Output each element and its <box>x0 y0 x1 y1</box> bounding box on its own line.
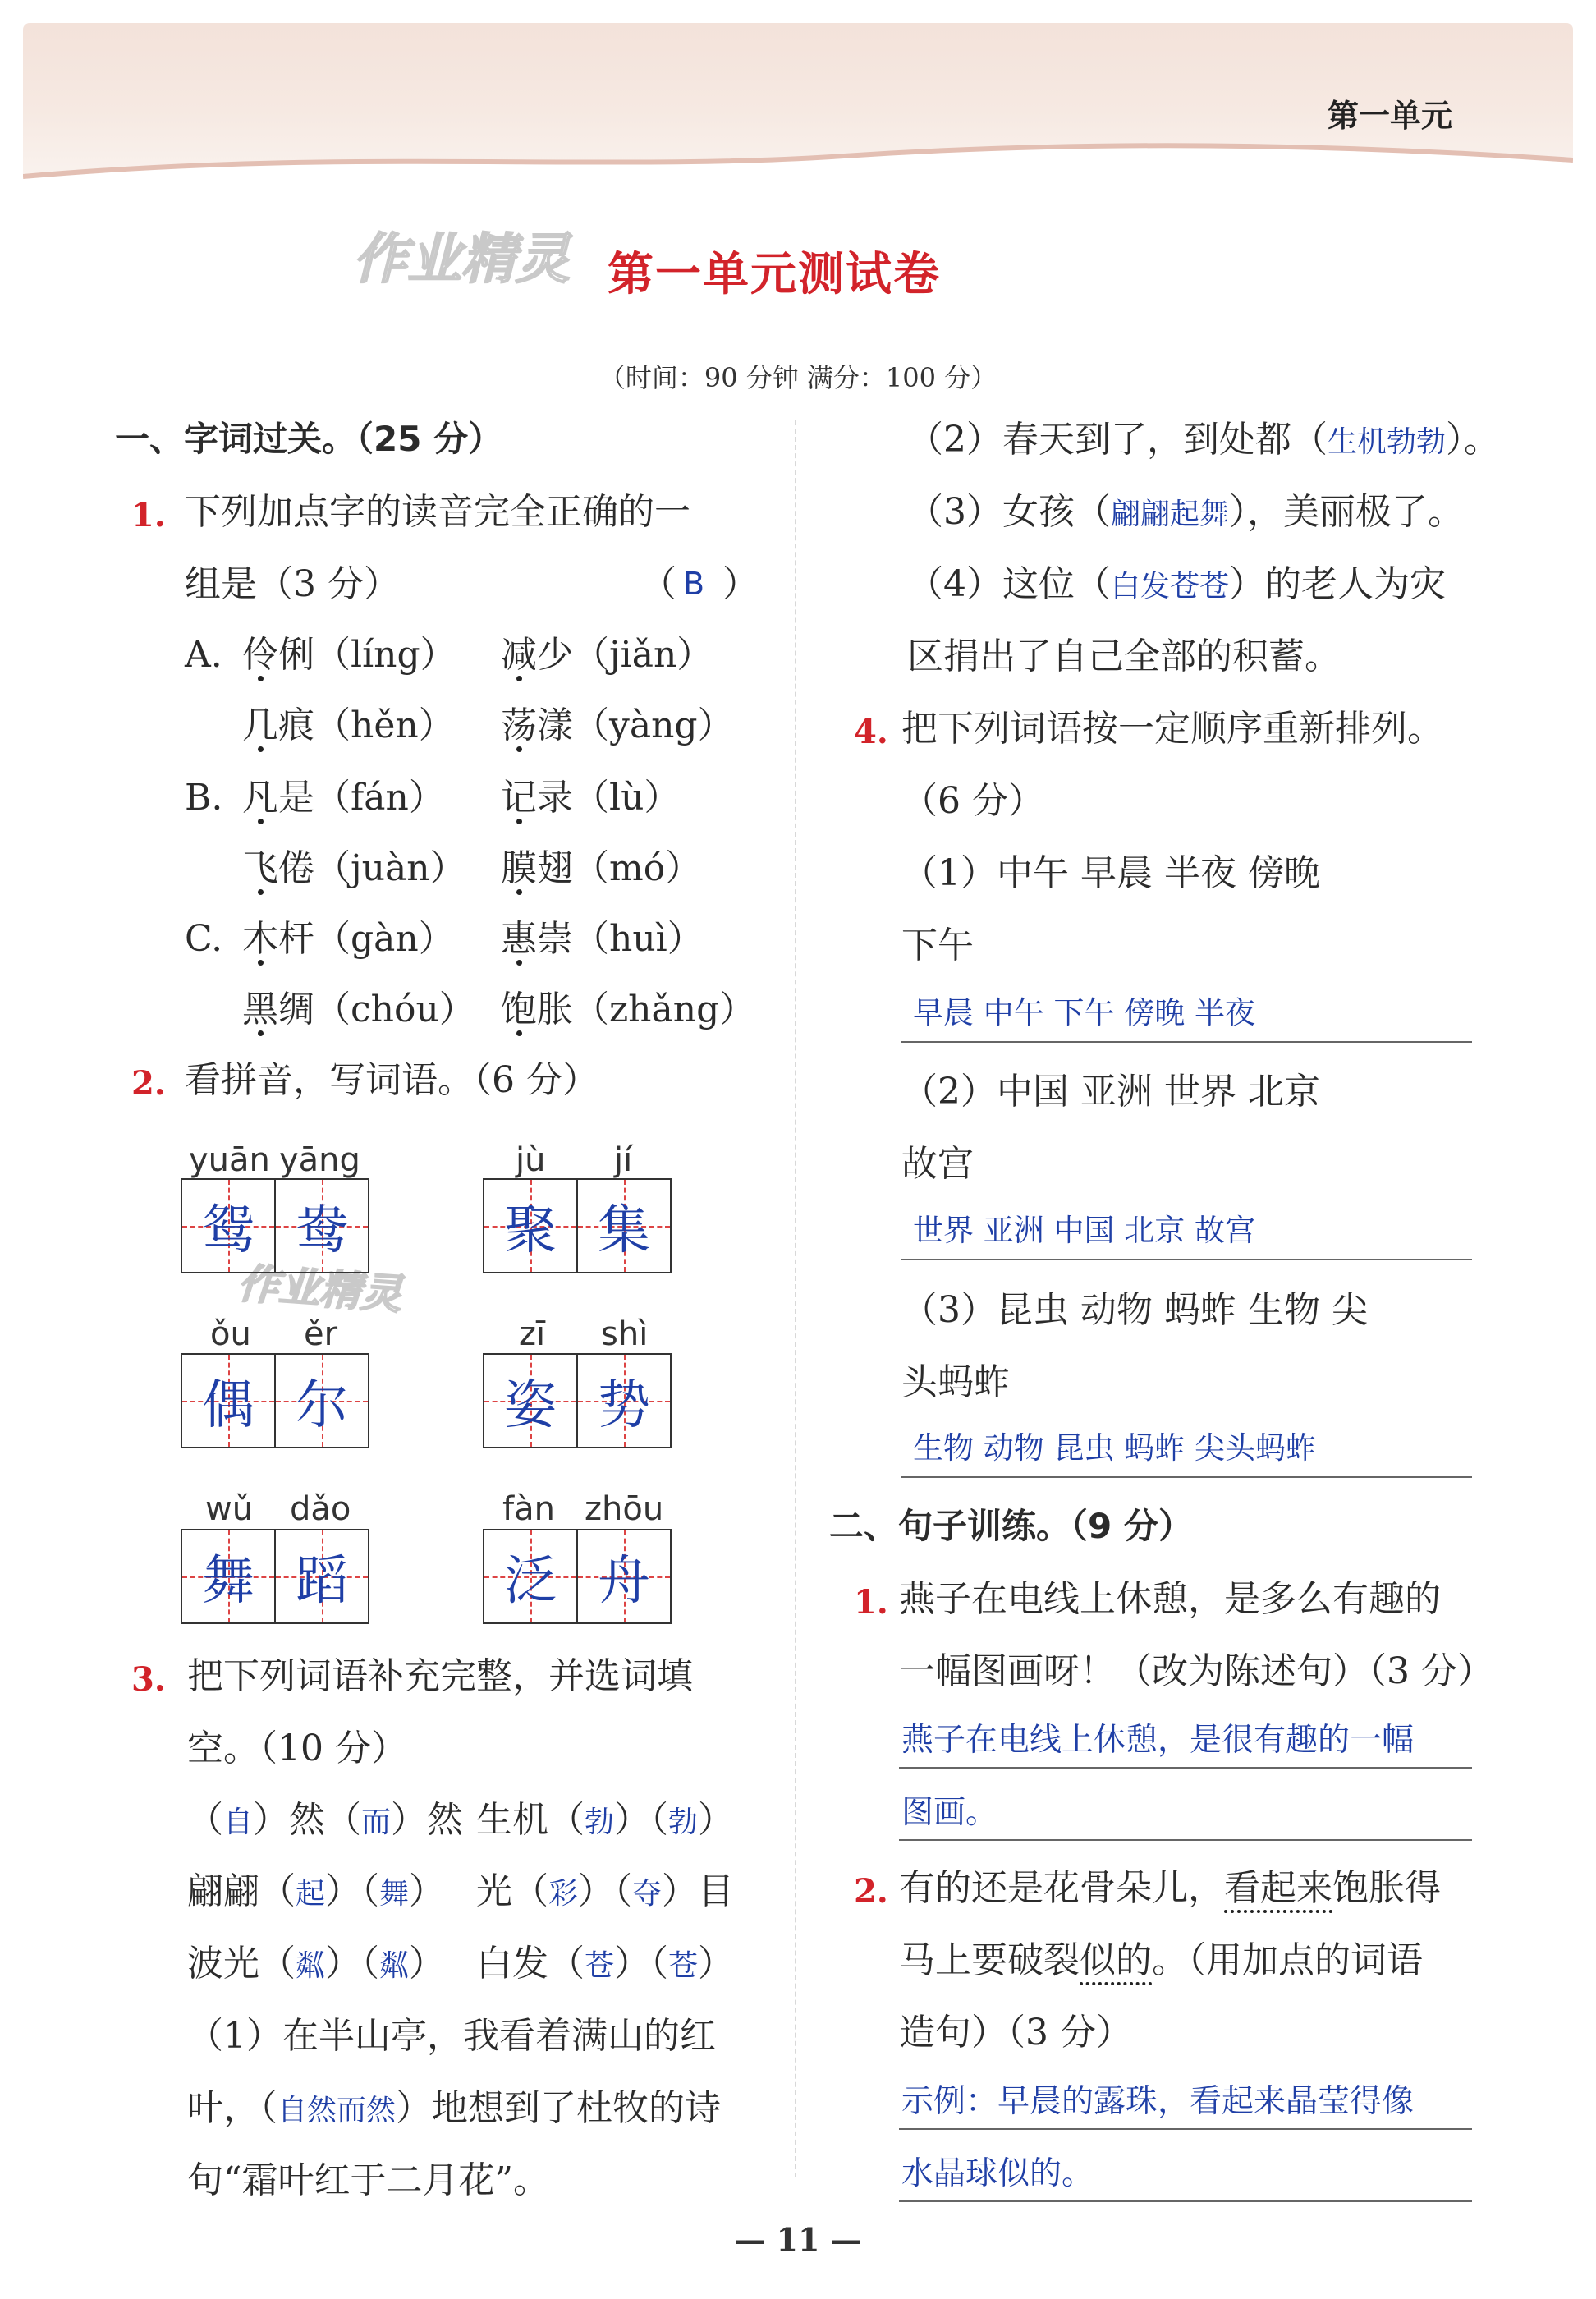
question-number: 2. <box>131 1064 166 1103</box>
writing-grid <box>483 1529 672 1624</box>
grid-cell: 偶 <box>182 1355 274 1447</box>
option-word: 惠崇（huì） <box>501 918 704 960</box>
grid-cell: 鸳 <box>182 1180 274 1272</box>
question-number: 1. <box>131 496 166 535</box>
answer-line <box>899 1839 1472 1841</box>
answer-choice: B <box>683 566 705 602</box>
option-word: 几痕（hěn） <box>242 704 455 746</box>
option-word: 膜翅（mó） <box>501 847 702 889</box>
question-text: 下列加点字的读音完全正确的一 <box>185 491 690 533</box>
writing-grid <box>181 1529 369 1624</box>
pinyin: fàn <box>502 1490 555 1528</box>
option-label: A. <box>185 634 222 676</box>
grid-cell: 势 <box>576 1355 670 1447</box>
grid-cell: 集 <box>576 1180 670 1272</box>
question-text: 把下列词语补充完整，并选词填 <box>187 1655 693 1697</box>
word-group: （1）中午 早晨 半夜 傍晚 <box>901 852 1320 894</box>
section-heading: 一、字词过关。（25 分） <box>115 419 503 459</box>
answer-text: 早晨 中午 下午 傍晚 半夜 <box>913 995 1256 1030</box>
grid-cell: 鸯 <box>274 1180 368 1272</box>
fill-blank-item: 翩翩（起）（舞） <box>187 1870 446 1912</box>
question-text: 空。（10 分） <box>187 1728 407 1769</box>
sentence-text: （4）这位（白发苍苍）的老人为灾 <box>907 563 1447 605</box>
writing-grid <box>483 1178 672 1273</box>
pinyin: shì <box>601 1315 649 1353</box>
answer-paren-close: ） <box>722 563 759 605</box>
answer-text: 世界 亚洲 中国 北京 故宫 <box>913 1213 1256 1248</box>
sentence-text: （2）春天到了，到处都（生机勃勃）。 <box>907 419 1501 461</box>
option-word: 木杆（gàn） <box>242 918 455 960</box>
pinyin: yuān <box>189 1141 270 1179</box>
option-word: 凡是（fán） <box>242 777 445 819</box>
sentence-text: 叶，（自然而然）地想到了杜牧的诗 <box>187 2087 722 2129</box>
question-text: 看拼音，写词语。（6 分） <box>185 1059 598 1101</box>
watermark-logo: 作业精灵 <box>353 227 570 291</box>
header-wave-decoration <box>23 140 1573 189</box>
question-text: 一幅图画呀！（改为陈述句）（3 分） <box>899 1650 1493 1692</box>
answer-line <box>899 2200 1472 2202</box>
option-word: 黑绸（chóu） <box>242 989 475 1030</box>
option-word: 飞倦（juàn） <box>242 847 466 889</box>
page-number: — 11 — <box>734 2221 862 2258</box>
question-number: 4. <box>854 713 888 751</box>
word-group: 头蚂蚱 <box>901 1361 1010 1403</box>
question-number: 3. <box>131 1660 166 1699</box>
answer-line <box>901 1041 1472 1043</box>
answer-paren-open: （ <box>640 563 676 605</box>
word-group: （3）昆虫 动物 蚂蚱 生物 尖 <box>901 1289 1368 1331</box>
word-group: （2）中国 亚洲 世界 北京 <box>901 1071 1320 1113</box>
question-number: 2. <box>854 1872 888 1911</box>
option-word: 记录（lù） <box>501 777 681 819</box>
answer-text: 生物 动物 昆虫 蚂蚱 尖头蚂蚱 <box>913 1430 1317 1466</box>
question-text: 组是（3 分） <box>185 563 400 605</box>
sentence-text: 区捐出了自己全部的积蓄。 <box>907 636 1341 677</box>
dotted-word: 看起来 <box>1224 1867 1332 1909</box>
sentence-text: （3）女孩（翩翩起舞），美丽极了。 <box>907 491 1465 533</box>
sentence-text: （1）在半山亭，我看着满山的红 <box>187 2015 716 2057</box>
pinyin: zī <box>519 1315 546 1353</box>
page-title: 第一单元测试卷 <box>608 248 941 301</box>
grid-cell: 尔 <box>274 1355 368 1447</box>
option-word: 伶俐（líng） <box>242 634 456 676</box>
dotted-word: 似的 <box>1080 1939 1152 1981</box>
question-text: 有的还是花骨朵儿，看起来饱胀得 <box>899 1867 1441 1909</box>
option-word: 荡漾（yàng） <box>501 704 734 746</box>
writing-grid <box>483 1353 672 1448</box>
pinyin: zhōu <box>585 1490 664 1528</box>
pinyin: jù <box>516 1141 546 1179</box>
pinyin: yāng <box>279 1141 360 1179</box>
answer-text: 示例：早晨的露珠，看起来晶莹得像 <box>901 2083 1415 2120</box>
writing-grid <box>181 1178 369 1273</box>
grid-cell: 蹈 <box>274 1530 368 1622</box>
word-group: 故宫 <box>901 1143 974 1185</box>
grid-cell: 舟 <box>576 1530 670 1622</box>
pinyin: dǎo <box>290 1490 351 1528</box>
option-word: 饱胀（zhǎng） <box>501 989 756 1030</box>
pinyin: wǔ <box>205 1490 254 1528</box>
fill-blank-item: 生机（勃）（勃） <box>476 1799 735 1841</box>
sentence-text: 句“霜叶红于二月花”。 <box>187 2159 549 2201</box>
grid-cell: 舞 <box>182 1530 274 1622</box>
answer-line <box>901 1259 1472 1260</box>
pinyin: ěr <box>304 1315 338 1353</box>
question-number: 1. <box>854 1583 888 1622</box>
answer-line <box>899 2128 1472 2130</box>
answer-line <box>899 1767 1472 1769</box>
answer-text: 图画。 <box>901 1794 998 1831</box>
unit-tag: 第一单元 <box>1327 98 1452 134</box>
question-text: （6 分） <box>901 780 1044 822</box>
question-text: 马上要破裂似的。（用加点的词语 <box>899 1939 1423 1981</box>
answer-line <box>901 1476 1472 1478</box>
writing-grid <box>181 1353 369 1448</box>
question-text: 把下列词语按一定顺序重新排列。 <box>901 708 1443 750</box>
column-divider <box>795 420 796 2177</box>
grid-cell: 姿 <box>484 1355 576 1447</box>
question-text: 造句）（3 分） <box>899 2012 1132 2053</box>
fill-blank-item: （自）然（而）然 <box>187 1799 464 1841</box>
fill-blank-item: 波光（粼）（粼） <box>187 1943 446 1985</box>
pinyin: ǒu <box>210 1315 251 1353</box>
fill-blank-item: 白发（苍）（苍） <box>476 1943 735 1985</box>
section-heading: 二、句子训练。（9 分） <box>829 1506 1193 1546</box>
answer-text: 燕子在电线上休憩，是很有趣的一幅 <box>901 1722 1415 1759</box>
question-text: 燕子在电线上休憩，是多么有趣的 <box>899 1578 1441 1620</box>
exam-info: （时间：90 分钟 满分：100 分） <box>598 362 998 393</box>
pinyin: jí <box>614 1141 633 1179</box>
option-word: 减少（jiǎn） <box>501 634 713 676</box>
grid-cell: 聚 <box>484 1180 576 1272</box>
watermark-logo: 作业精灵 <box>236 1260 404 1319</box>
option-label: B. <box>185 777 223 819</box>
fill-blank-item: 光（彩）（夺）目 <box>476 1870 735 1912</box>
answer-text: 水晶球似的。 <box>901 2155 1094 2192</box>
grid-cell: 泛 <box>484 1530 576 1622</box>
option-label: C. <box>185 918 223 960</box>
word-group: 下午 <box>901 925 974 966</box>
